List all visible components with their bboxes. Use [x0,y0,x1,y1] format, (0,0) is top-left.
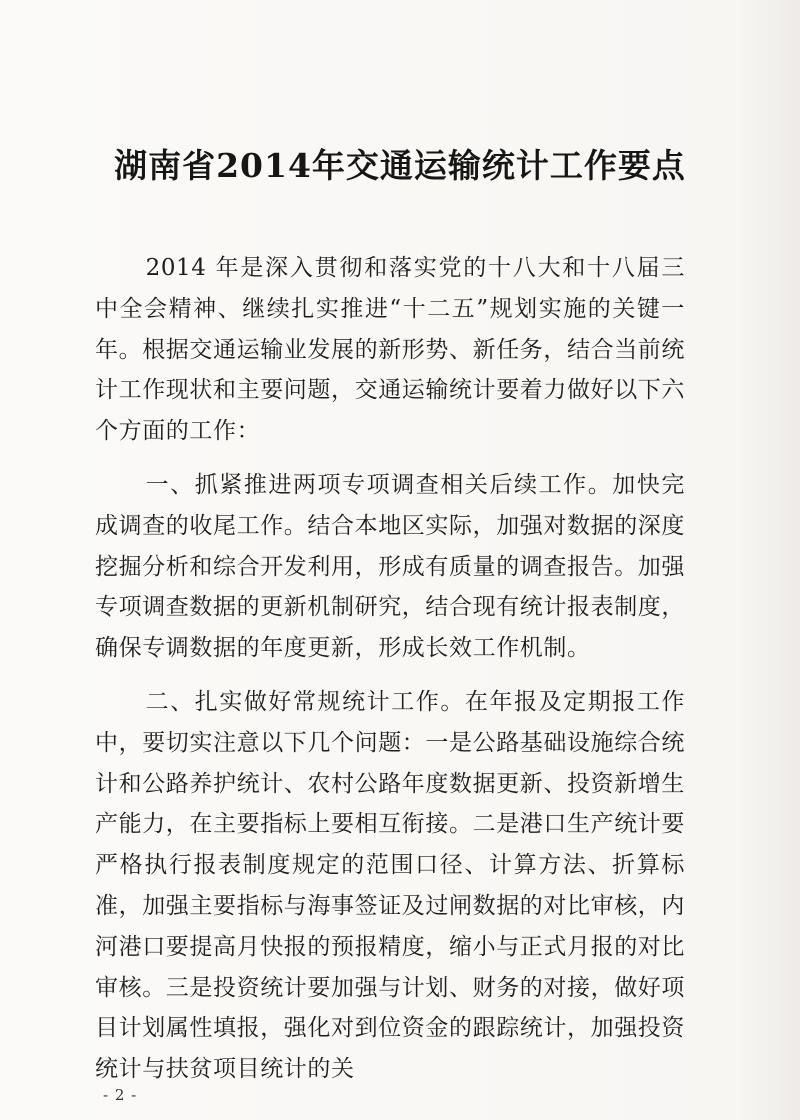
paragraph-section-one: 一、抓紧推进两项专项调查相关后续工作。加快完成调查的收尾工作。结合本地区实际，加强对数据的深度挖掘分析和综合开发利用，形成有质量的调查报告。加强专项调查数据的更新机制研究，结合现有统计报表制度，确保专调数据的年度更新，形成长效工作机制。 [95,472,685,662]
document-title: 湖南省2014年交通运输统计工作要点 [114,146,686,185]
page-number: - 2 - [103,1086,138,1104]
paragraph-intro: 2014 年是深入贯彻和落实党的十八大和十八届三中全会精神、继续扎实推进“十二五”规划实施的关键一年。根据交通运输业发展的新形势、新任务，结合当前统计工作现状和主要问题，交通运输统计要着力做好以下六个方面的工作： [95,255,685,445]
paragraph-section-two: 二、扎实做好常规统计工作。在年报及定期报工作中，要切实注意以下几个问题：一是公路基础设施综合统计和公路养护统计、农村公路年度数据更新、投资新增生产能力，在主要指标上要相互衔接。二是港口生产统计要严格执行报表制度规定的范围口径、计算方法、折算标准，加强主要指标与海事签证及过闸数据的对比审核，内河港口要提高月快报的预报精度，缩小与正式月报的对比审核。三是投资统计要加强与计划、财务的对接，做好项目计划属性填报，强化对到位资金的跟踪统计，加强投资统计与扶贫项目统计的关 [95,689,685,1083]
